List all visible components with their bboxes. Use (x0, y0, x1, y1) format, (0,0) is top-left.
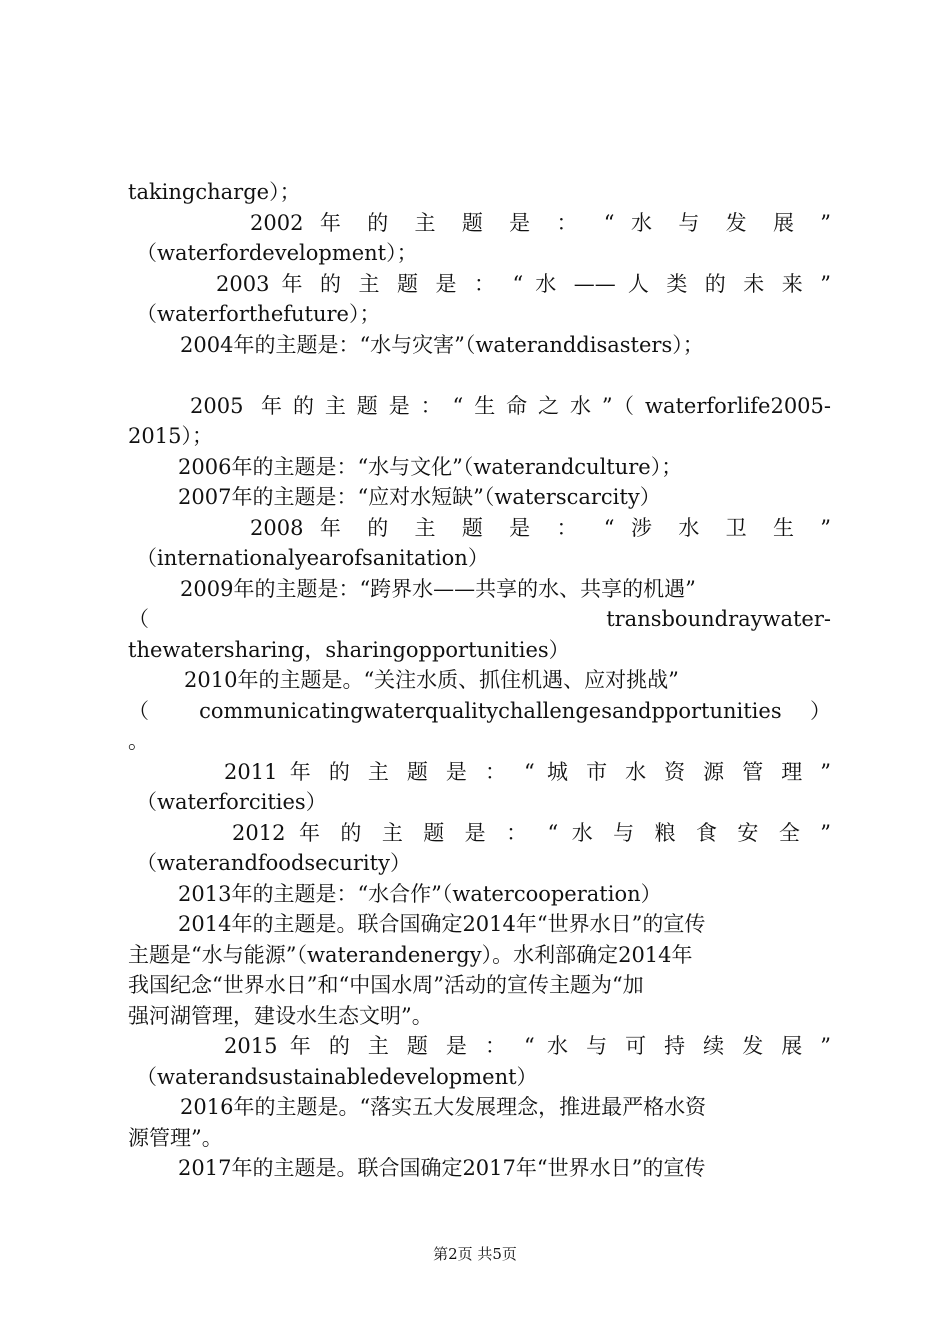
text-line: 2016年的主题是。“落实五大发展理念，推进最严格水资 (180, 1095, 707, 1119)
text-line: 。 (128, 729, 149, 753)
text-line: （internationalyearofsanitation） (136, 546, 489, 570)
text-line: 2012 年 的 主 题 是 ： “ 水 与 粮 食 安 全 ” (232, 820, 831, 845)
text-line: 2015 年 的 主 题 是 ： “ 水 与 可 持 续 发 展 ” (224, 1034, 831, 1058)
text-line: （waterforcities） (136, 790, 327, 814)
text-line: takingcharge）； (128, 180, 301, 204)
text-line: 主题是“水与能源”（waterandenergy）。水利部确定2014年 (128, 942, 693, 967)
text-line: 2017年的主题是。联合国确定2017年“世界水日”的宣传 (178, 1156, 706, 1180)
text-line: （waterandfoodsecurity） (136, 851, 411, 875)
text-line: 源管理”。 (128, 1125, 223, 1150)
text-line: 2007年的主题是：“应对水短缺”（waterscarcity） (178, 485, 661, 509)
text-line: 2010年的主题是。“关注水质、抓住机遇、应对挑战” (184, 668, 679, 692)
text-line: thewatersharing，sharingopportunities） (128, 637, 570, 662)
text-line: 2006年的主题是：“水与文化”（waterandculture）； (178, 454, 683, 479)
text-line: （waterfordevelopment）； (136, 241, 418, 265)
text-line: （waterandsustainabledevelopment） (136, 1064, 538, 1089)
text-line: 2008 年 的 主 题 是 ： “ 涉 水 卫 生 ” (250, 515, 831, 540)
text-line: 2015）； (128, 424, 213, 448)
text-line: 2005 年的主题是：“生命之水”（waterforlife2005- (190, 393, 831, 418)
text-line: （waterforthefuture）； (136, 302, 381, 326)
text-line: 我国纪念“世界水日”和“中国水周”活动的宣传主题为“加 (128, 973, 644, 997)
text-line: （ communicatingwaterqualitychallengesandpportunities ） (128, 698, 831, 723)
document-body (128, 177, 831, 1184)
text-line: 2014年的主题是。联合国确定2014年“世界水日”的宣传 (178, 912, 706, 936)
blank-line (128, 360, 831, 391)
text-line: 2004年的主题是：“水与灾害”（wateranddisasters）； (180, 332, 704, 357)
text-line: （ transboundraywater- (128, 607, 831, 631)
text-line: 强河湖管理，建设水生态文明”。 (128, 1003, 433, 1028)
text-line: 2013年的主题是：“水合作”（watercooperation） (178, 881, 662, 906)
text-line: 2002 年 的 主 题 是 ： “ 水 与 发 展 ” (250, 210, 831, 235)
text-line: 2003 年 的 主 题 是 ： “ 水 —— 人 类 的 未 来 ” (216, 271, 831, 296)
text-line: 2011 年 的 主 题 是 ： “ 城 市 水 资 源 管 理 ” (224, 759, 831, 784)
page-number-footer: 第2页 共5页 (433, 1245, 517, 1263)
text-line: 2009年的主题是：“跨界水——共享的水、共享的机遇” (180, 576, 696, 601)
